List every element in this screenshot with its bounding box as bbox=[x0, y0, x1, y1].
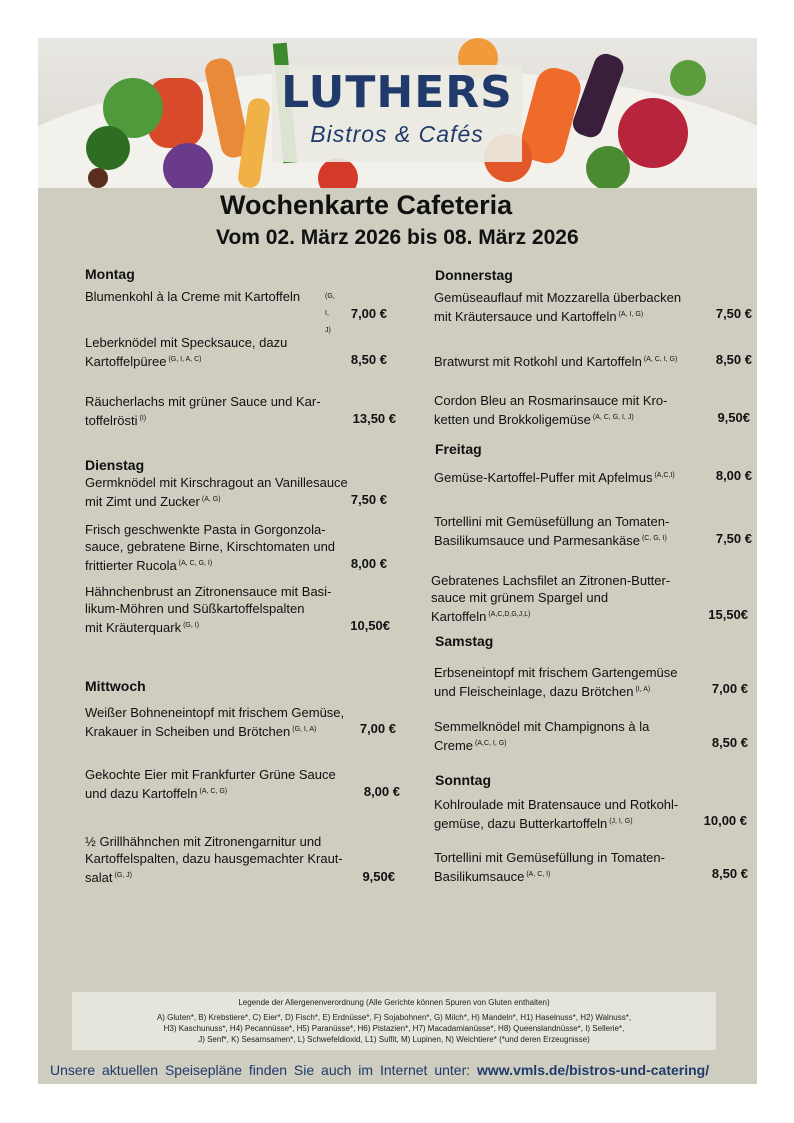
day-heading-montag: Montag bbox=[85, 266, 135, 282]
dish-item: Bratwurst mit Rotkohl und Kartoffeln $^{(A, C, I, G)}$ bbox=[434, 354, 678, 369]
legend-line: H3) Kaschunuss*, H4) Pecannüsse*, H5) Paranüsse*, H6) Pistazien*, H7) Macadamianüsse*, H8) Queenslandnüsse*, I) Sellerie*, bbox=[163, 1024, 625, 1033]
dish-price: 7,00 € bbox=[359, 721, 396, 736]
dish-price: 9,50€ bbox=[717, 410, 750, 425]
dish-price: 7,50 € bbox=[350, 492, 387, 507]
date-range: Vom 02. März 2026 bis 08. März 2026 bbox=[216, 226, 579, 249]
dish-price: 9,50€ bbox=[362, 869, 395, 884]
dish-item: Cordon Bleu an Rosmarinsauce mit Kro- ketten und Brokkoligemüse $^{(A, C, G, I, J)}$ bbox=[434, 393, 668, 427]
brand-subtitle: Bistros & Cafés bbox=[310, 121, 484, 147]
dish-item: Blumenkohl à la Creme mit Kartoffeln (G, I, J) bbox=[85, 289, 335, 334]
dish-item: Erbseneintopf mit frischem Gartengemüse und Fleischeinlage, dazu Brötchen $^{(I, A)}$ bbox=[434, 665, 678, 699]
dish-item: Gebratenes Lachsfilet an Zitronen-Butter- sauce mit grünem Spargel und Kartoffeln $^{(A,C,D,G,J,L)}$ bbox=[431, 573, 671, 624]
dish-price: 7,50 € bbox=[715, 306, 752, 321]
dish-item: Räucherlachs mit grüner Sauce und Kar- toffelrösti $^{(I)}$ bbox=[85, 394, 321, 428]
dish-item: Tortellini mit Gemüsefüllung an Tomaten- Basilikumsauce und Parmesankäse $^{(C, G, I)}$ bbox=[434, 514, 670, 548]
dish-price: 13,50 € bbox=[352, 411, 396, 426]
footer-link[interactable]: www.vmls.de/bistros-und-catering/ bbox=[477, 1062, 710, 1078]
dish-price: 8,50 € bbox=[715, 352, 752, 367]
dish-price: 7,00 € bbox=[350, 306, 387, 321]
day-heading-sonntag: Sonntag bbox=[435, 772, 491, 788]
brand-name: LUTHERS bbox=[281, 67, 513, 118]
dish-item: Gemüse-Kartoffel-Puffer mit Apfelmus $^{(A,C,I)}$ bbox=[434, 470, 675, 485]
dish-item: Frisch geschwenkte Pasta in Gorgonzola- sauce, gebratene Birne, Kirschtomaten und frittierter Rucola $^{(A, C, G, I)}$ bbox=[85, 522, 336, 573]
footer-text: Unsere aktuellen Speisepläne finden Sie auch im Internet unter: bbox=[50, 1062, 471, 1078]
legend-title: Legende der Allergenenverordnung (Alle Gerichte können Spuren von Gluten enthalten) bbox=[238, 998, 550, 1007]
day-heading-dienstag: Dienstag bbox=[85, 457, 145, 473]
allergen-legend bbox=[72, 992, 716, 1050]
dish-price: 15,50€ bbox=[708, 607, 748, 622]
brand-logo bbox=[272, 65, 522, 162]
legend-line: J) Senf*, K) Sesamsamen*, L) Schwefeldioxid, L1) Sulfit, M) Lupinen, N) Weichtiere* (*und deren Erzeugnisse) bbox=[198, 1035, 590, 1044]
footer-note bbox=[50, 1062, 709, 1078]
dish-item: Tortellini mit Gemüsefüllung in Tomaten- Basilikumsauce $^{(A, C, I)}$ bbox=[434, 850, 665, 884]
day-heading-donnerstag: Donnerstag bbox=[435, 267, 513, 283]
dish-item: Gemüseauflauf mit Mozzarella überbacken mit Kräutersauce und Kartoffeln $^{(A, I, G)}$ bbox=[434, 290, 682, 324]
dish-price: 7,00 € bbox=[711, 681, 748, 696]
day-heading-freitag: Freitag bbox=[435, 441, 482, 457]
dish-item: Kohlroulade mit Bratensauce und Rotkohl- gemüse, dazu Butterkartoffeln $^{(J, I, G)}$ bbox=[434, 797, 679, 831]
dish-item: Gekochte Eier mit Frankfurter Grüne Sauce und dazu Kartoffeln $^{(A, C, G)}$ bbox=[85, 767, 336, 801]
legend-line: A) Gluten*, B) Krebstiere*, C) Eier*, D) Fisch*, E) Erdnüsse*, F) Sojabohnen*, G) Milch*, H) Mandeln*, H1) Haselnuss*, H2) Walnuss*, bbox=[156, 1013, 632, 1022]
dish-item: Hähnchenbrust an Zitronensauce mit Basi- likum-Möhren und Süßkartoffelspalten mit Kräuterquark $^{(G, I)}$ bbox=[85, 584, 332, 635]
dish-price: 8,50 € bbox=[711, 735, 748, 750]
page-title: Wochenkarte Cafeteria bbox=[220, 190, 513, 220]
dish-item: Semmelknödel mit Champignons à la Creme $^{(A,C, I, G)}$ bbox=[434, 719, 650, 753]
dish-price: 8,50 € bbox=[350, 352, 387, 367]
dish-price: 8,50 € bbox=[711, 866, 748, 881]
dish-item: Germknödel mit Kirschragout an Vanillesauce mit Zimt und Zucker $^{(A, G)}$ bbox=[85, 475, 348, 509]
dish-price: 8,00 € bbox=[350, 556, 387, 571]
dish-item: ½ Grillhähnchen mit Zitronengarnitur und Kartoffelspalten, dazu hausgemachter Kraut- salat $^{(G, J)}$ bbox=[85, 834, 343, 885]
dish-item: Leberknödel mit Specksauce, dazu Kartoffelpüree $^{(G, I, A, C)}$ bbox=[85, 335, 288, 369]
dish-price: 7,50 € bbox=[715, 531, 752, 546]
dish-price: 8,00 € bbox=[715, 468, 752, 483]
day-heading-mittwoch: Mittwoch bbox=[85, 678, 146, 694]
dish-item: Weißer Bohneneintopf mit frischem Gemüse, Krakauer in Scheiben und Brötchen $^{(G, I, A)}$ bbox=[85, 705, 345, 739]
dish-price: 10,00 € bbox=[703, 813, 747, 828]
dish-price: 10,50€ bbox=[350, 618, 390, 633]
dish-price: 8,00 € bbox=[363, 784, 400, 799]
day-heading-samstag: Samstag bbox=[435, 633, 494, 649]
